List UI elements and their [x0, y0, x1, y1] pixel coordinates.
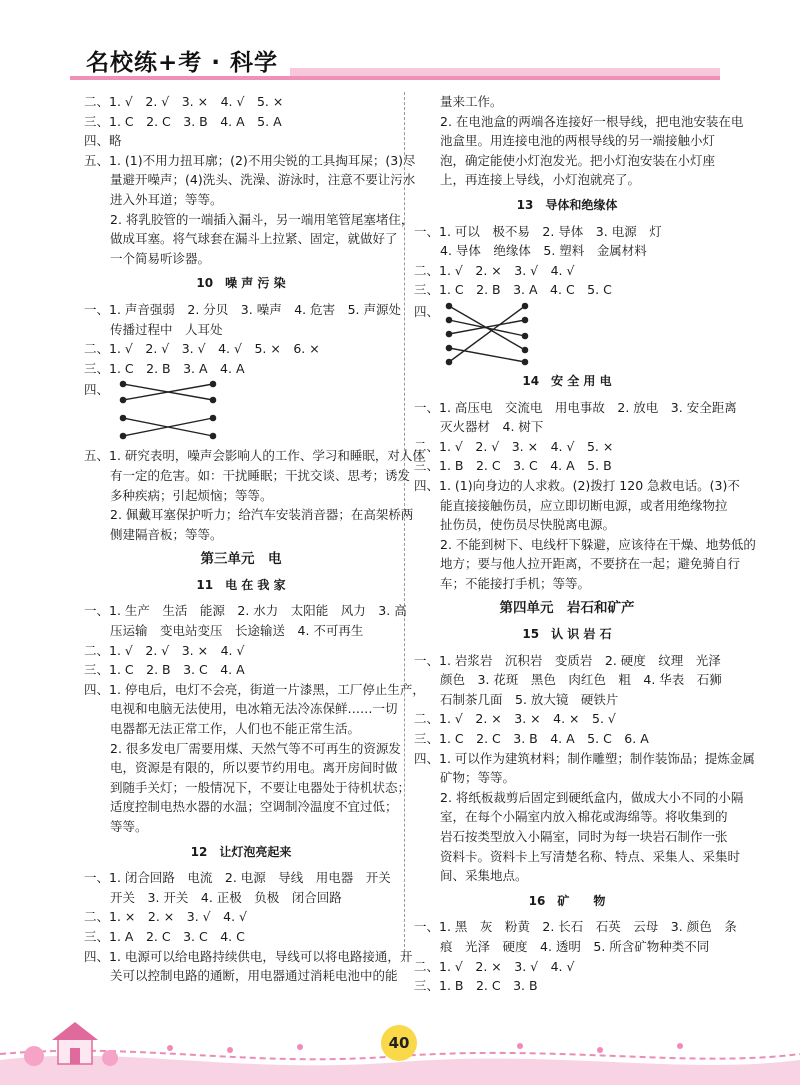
- answer-line: 间、采集地点。: [440, 868, 528, 884]
- answer-line: 电器都无法正常工作，人们也不能正常生活。: [110, 721, 361, 737]
- answer-line: 关可以控制电路的通断，用电器通过消耗电池中的能: [110, 968, 398, 984]
- answer-line: 四、略: [84, 133, 122, 149]
- lesson-heading: 14 安 全 用 电: [522, 373, 612, 388]
- answer-line: 多种疾病；引起烦恼；等等。: [110, 487, 273, 503]
- answer-line: 车；不能接打手机；等等。: [440, 575, 591, 591]
- answer-line: 三、1. A 2. C 3. C 4. C: [84, 928, 245, 944]
- answer-line: 三、1. C 2. C 3. B 4. A 5. C 6. A: [414, 731, 649, 747]
- answer-line: 2. 将乳胶管的一端插入漏斗，另一端用笔管尾塞堵住，: [110, 211, 414, 227]
- answer-line: 传播过程中 人耳处: [110, 321, 223, 337]
- answer-line: 二、1. √ 2. √ 3. × 4. √: [84, 642, 245, 658]
- answer-line: 五、1. 研究表明，噪声会影响人的工作、学习和睡眠，对人体: [84, 448, 425, 464]
- answer-line: 三、1. C 2. C 3. B 4. A 5. A: [84, 113, 282, 129]
- sprout-decorations: [167, 1043, 683, 1053]
- answer-line: 二、1. √ 2. √ 3. × 4. √ 5. ×: [84, 94, 284, 109]
- answer-line: 室，在每个小隔室内放入棉花或海绵等。将收集到的: [440, 809, 728, 825]
- lesson-heading: 11 电 在 我 家: [196, 577, 286, 592]
- answer-line: 四、1. (1)向身边的人求救。(2)拨打 120 急救电话。(3)不: [414, 477, 740, 493]
- answer-line: 矿物；等等。: [440, 770, 516, 786]
- answer-line: 做成耳塞。将气球套在漏斗上拉紧、固定，就做好了: [110, 231, 398, 247]
- answer-line: 一、1. 岩浆岩 沉积岩 变质岩 2. 硬度 纹理 光泽: [414, 652, 721, 668]
- answer-line: 2. 将纸板裁剪后固定到硬纸盒内，做成大小不同的小隔: [440, 789, 744, 805]
- answer-line: 池盒里。用连接电池的两根导线的另一端接触小灯: [440, 133, 716, 149]
- figure-label: 四、: [414, 303, 440, 319]
- answer-line: 岩石按类型放入小隔室，同时为每一块岩石制作一张: [440, 829, 728, 844]
- answer-line: 四、1. 停电后，电灯不会亮，街道一片漆黑，工厂停止生产，: [84, 681, 425, 697]
- answer-line: 电，资源是有限的，所以要节约用电。离开房间时做: [110, 760, 398, 776]
- answer-line: 三、1. C 2. B 3. C 4. A: [84, 662, 245, 678]
- answer-line: 一、1. 黑 灰 粉黄 2. 长石 石英 云母 3. 颜色 条: [414, 919, 737, 935]
- answer-line: 上，再连接上导线，小灯泡就亮了。: [440, 172, 641, 188]
- answer-line: 地方；要与他人拉开距离，不要挤在一起；避免骑自行: [440, 556, 741, 572]
- answer-line: 一、1. 高压电 交流电 用电事故 2. 放电 3. 安全距离: [414, 399, 737, 415]
- answer-line: 四、1. 电源可以给电路持续供电，导线可以将电路接通，开: [84, 948, 413, 964]
- answer-line: 资料卡。资料卡上写清楚名称、特点、采集人、采集时: [440, 848, 741, 864]
- answer-line: 4. 导体 绝缘体 5. 塑料 金属材料: [440, 243, 647, 259]
- answer-line: 二、1. × 2. × 3. √ 4. √: [84, 909, 247, 925]
- lesson-heading: 13 导体和绝缘体: [516, 197, 618, 212]
- left-column: [84, 92, 425, 986]
- matching-figure: [84, 380, 398, 442]
- answer-line: 颜色 3. 花斑 黑色 肉红色 粗 4. 华表 石狮: [440, 672, 722, 688]
- answer-line: 灭火器材 4. 树下: [440, 419, 544, 435]
- answer-line: 能直接接触伤员，应立即切断电源，或者用绝缘物拉: [440, 497, 728, 513]
- page-number-badge: 40: [381, 1025, 417, 1061]
- unit-heading: 第三单元 电: [200, 551, 282, 568]
- answer-line: 二、1. √ 2. √ 3. √ 4. √ 5. × 6. ×: [84, 341, 320, 357]
- answer-line: 一个简易听诊器。: [110, 250, 211, 266]
- answer-line: 扯伤员，使伤员尽快脱离电源。: [440, 517, 616, 533]
- answer-line: 进入外耳道；等等。: [110, 191, 223, 207]
- answer-line: 等等。: [110, 819, 148, 834]
- unit-heading: 第四单元 岩石和矿产: [499, 600, 635, 617]
- answer-line: 压运输 变电站变压 长途输送 4. 不可再生: [110, 623, 364, 639]
- matching-lines-diagram: [443, 302, 543, 366]
- answer-line: 三、1. B 2. C 3. C 4. A 5. B: [414, 458, 612, 474]
- answer-line: 有一定的危害。如：干扰睡眠；干扰交谈、思考；诱发: [110, 467, 411, 483]
- matching-lines-diagram: [113, 380, 233, 442]
- answer-line: 开关 3. 开关 4. 正极 负极 闭合回路: [110, 889, 342, 905]
- answer-line: 侧建隔音板；等等。: [110, 526, 223, 542]
- answer-line: 一、1. 可以 极不易 2. 导体 3. 电源 灯: [414, 223, 662, 239]
- answer-line: 一、1. 生产 生活 能源 2. 水力 太阳能 风力 3. 高: [84, 603, 407, 619]
- answer-line: 2. 不能到树下、电线杆下躲避，应该待在干燥、地势低的: [440, 536, 756, 552]
- answer-line: 量避开噪声；(4)洗头、洗澡、游泳时，注意不要让污水: [110, 172, 416, 188]
- answer-line: 四、1. 可以作为建筑材料；制作雕塑；制作装饰品；提炼金属: [414, 750, 755, 766]
- answer-line: 2. 在电池盒的两端各连接好一根导线，把电池安装在电: [440, 113, 744, 129]
- lesson-heading: 12 让灯泡亮起来: [190, 844, 292, 859]
- answer-line: 二、1. √ 2. × 3. × 4. × 5. √: [414, 711, 616, 727]
- answer-line: 到随手关灯；一般情况下，不要让电器处于待机状态；: [110, 779, 411, 795]
- answer-line: 三、1. B 2. C 3. B: [414, 978, 538, 994]
- answer-line: 五、1. (1)不用力扭耳廓；(2)不用尖锐的工具掏耳屎；(3)尽: [84, 152, 416, 168]
- answer-line: 适度控制电热水器的水温；空调制冷温度不宜过低；: [110, 799, 398, 815]
- answer-line: 二、1. √ 2. × 3. √ 4. √: [414, 958, 575, 974]
- answer-line: 石制茶几面 5. 放大镜 硬铁片: [440, 691, 619, 707]
- answer-line: 一、1. 声音强弱 2. 分贝 3. 噪声 4. 危害 5. 声源处: [84, 301, 401, 317]
- answer-line: 2. 佩戴耳塞保护听力；给汽车安装消音器；在高架桥两: [110, 507, 414, 523]
- lesson-heading: 15 认 识 岩 石: [522, 627, 612, 642]
- page-header: [0, 0, 800, 80]
- house-icon: [24, 1022, 118, 1066]
- answer-line: 2. 很多发电厂需要用煤、天然气等不可再生的资源发: [110, 740, 401, 756]
- figure-label: 四、: [84, 382, 110, 398]
- answer-line: 一、1. 闭合回路 电流 2. 电源 导线 用电器 开关: [84, 870, 391, 886]
- answer-line: 二、1. √ 2. × 3. √ 4. √: [414, 262, 575, 278]
- lesson-heading: 10 噪 声 污 染: [196, 276, 286, 291]
- answer-line: 三、1. C 2. B 3. A 4. A: [84, 360, 245, 376]
- answer-line: 三、1. C 2. B 3. A 4. C 5. C: [414, 282, 612, 298]
- lesson-heading: 16 矿 物: [528, 893, 606, 908]
- matching-figure: [414, 302, 720, 366]
- answer-line: 电视和电脑无法使用，电冰箱无法冷冻保鲜……一切: [110, 701, 398, 717]
- answer-line: 痕 光泽 硬度 4. 透明 5. 所含矿物种类不同: [440, 938, 710, 954]
- answer-line: 量来工作。: [440, 94, 503, 109]
- header-band-dark: [70, 76, 720, 80]
- right-column: [414, 92, 756, 996]
- book-title: 名校练+考 · 科学: [86, 50, 279, 76]
- answer-line: 二、1. √ 2. √ 3. × 4. √ 5. ×: [414, 438, 614, 454]
- header-band-light: [290, 68, 720, 76]
- answer-line: 泡，确定能使小灯泡发光。把小灯泡安装在小灯座: [440, 152, 716, 168]
